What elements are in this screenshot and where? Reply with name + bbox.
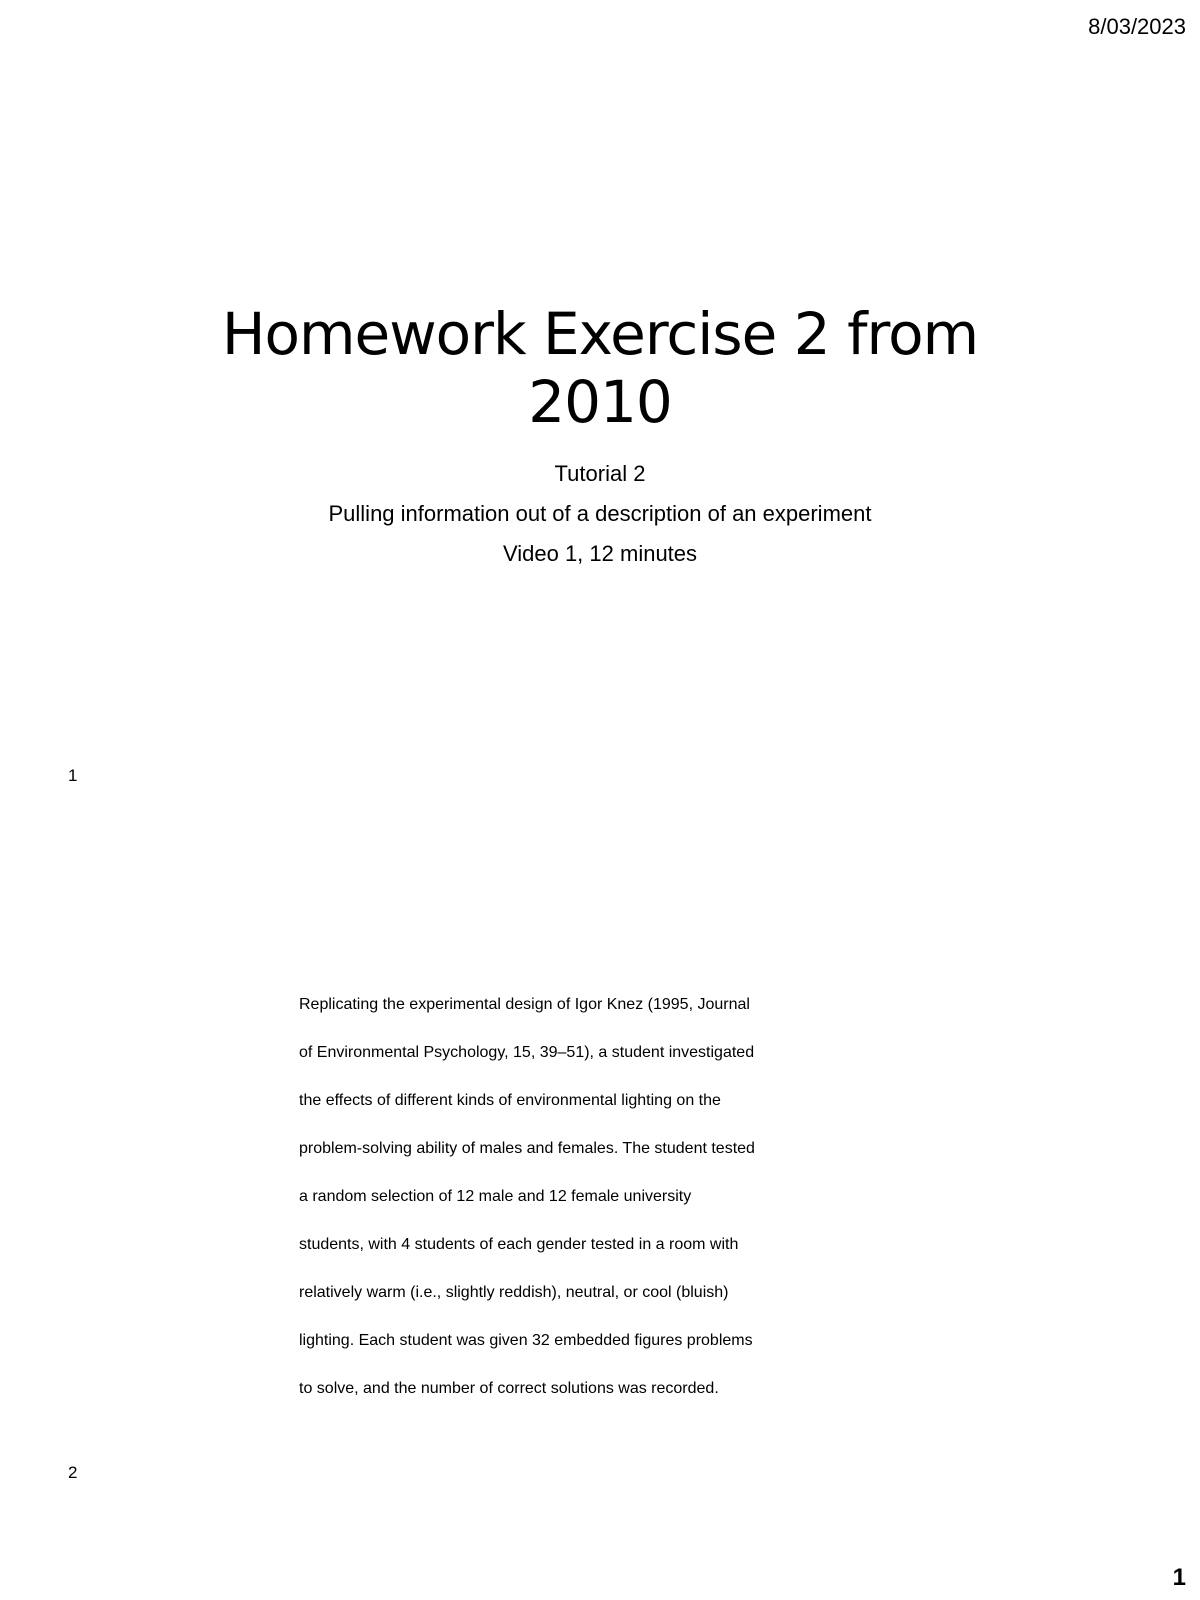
body-line: a random selection of 12 male and 12 female university [299,1188,692,1205]
slide-2-number: 2 [68,1463,78,1482]
body-line: students, with 4 students of each gender tested in a room with [299,1236,739,1253]
subtitle-line: Tutorial 2 [554,461,646,486]
body-line: of Environmental Psychology, 15, 39–51), a student investigated [299,1044,755,1061]
body-line: Replicating the experimental design of Igor Knez (1995, Journal [299,996,750,1013]
body-line: relatively warm (i.e., slightly reddish), neutral, or cool (bluish) [299,1284,729,1301]
body-line: lighting. Each student was given 32 embedded figures problems [299,1332,753,1349]
page-number: 1 [1172,1564,1186,1591]
slide-2-body [299,969,849,1425]
slide-1-title: Homework Exercise 2 from 2010 [221,300,979,436]
slide-1-number: 1 [68,766,78,785]
body-line: problem-solving ability of males and females. The student tested [299,1140,755,1157]
body-line: to solve, and the number of correct solutions was recorded. [299,1380,719,1397]
subtitle-line: Video 1, 12 minutes [502,541,698,566]
body-line: the effects of different kinds of environmental lighting on the [299,1092,721,1109]
slide-1 [0,300,1200,574]
slide-1-subtitles [0,454,1200,574]
subtitle-line: Pulling information out of a description of an experiment [328,501,872,526]
handout-date: 8/03/2023 [1088,14,1186,39]
